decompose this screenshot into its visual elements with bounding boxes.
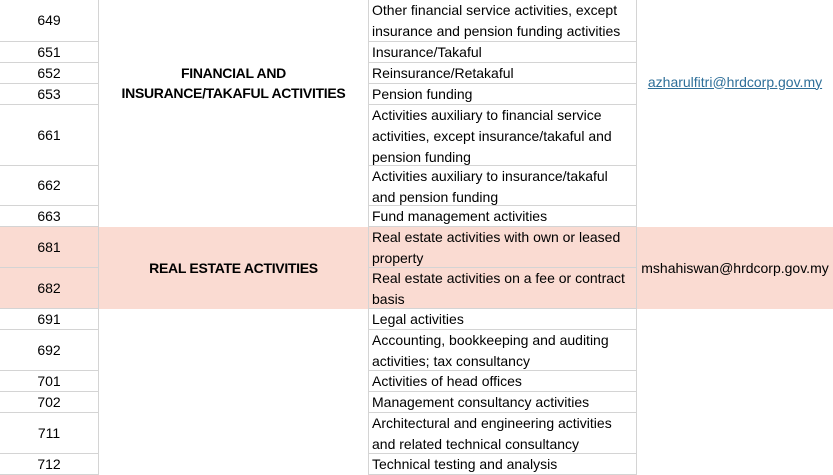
code-cell[interactable]: 712 [0, 454, 99, 475]
description-cell[interactable]: Management consultancy activities [368, 392, 637, 413]
code-cell[interactable]: 681 [0, 227, 99, 268]
description-cell[interactable]: Real estate activities with own or leased property [368, 227, 637, 268]
code-cell[interactable]: 653 [0, 84, 99, 105]
description-cell[interactable]: Activities auxiliary to insurance/takaful and pension funding [368, 166, 637, 206]
code-cell[interactable]: 702 [0, 392, 99, 413]
description-cell[interactable]: Pension funding [368, 84, 637, 105]
description-cell[interactable]: Activities auxiliary to financial service activities, except insurance/takaful and pension funding [368, 105, 637, 166]
description-cell[interactable]: Reinsurance/Retakaful [368, 63, 637, 84]
description-cell[interactable]: Architectural and engineering activities and related technical consultancy [368, 413, 637, 454]
code-cell[interactable]: 692 [0, 330, 99, 371]
code-cell[interactable]: 663 [0, 206, 99, 227]
description-cell[interactable]: Activities of head offices [368, 371, 637, 392]
sector-name-cell[interactable]: REAL ESTATE ACTIVITIES [149, 260, 318, 276]
code-cell[interactable]: 662 [0, 166, 99, 206]
code-cell[interactable]: 701 [0, 371, 99, 392]
description-cell[interactable]: Technical testing and analysis [368, 454, 637, 475]
code-cell[interactable]: 711 [0, 413, 99, 454]
contact-email-cell[interactable]: mshahiswan@hrdcorp.gov.my [641, 260, 829, 276]
code-cell[interactable]: 691 [0, 309, 99, 330]
sector-name-cell[interactable]: FINANCIAL AND INSURANCE/TAKAFUL ACTIVITIES [121, 65, 346, 101]
description-cell[interactable]: Real estate activities on a fee or contract basis [368, 268, 637, 309]
description-cell[interactable]: Fund management activities [368, 206, 637, 227]
description-cell[interactable]: Insurance/Takaful [368, 42, 637, 63]
description-cell[interactable]: Other financial service activities, except insurance and pension funding activities [368, 0, 637, 42]
contact-email-link[interactable]: azharulfitri@hrdcorp.gov.my [647, 73, 823, 90]
code-cell[interactable]: 649 [0, 0, 99, 42]
code-cell[interactable]: 661 [0, 105, 99, 166]
code-cell[interactable]: 682 [0, 268, 99, 309]
code-cell[interactable]: 651 [0, 42, 99, 63]
description-cell[interactable]: Accounting, bookkeeping and auditing activities; tax consultancy [368, 330, 637, 371]
description-cell[interactable]: Legal activities [368, 309, 637, 330]
code-cell[interactable]: 652 [0, 63, 99, 84]
